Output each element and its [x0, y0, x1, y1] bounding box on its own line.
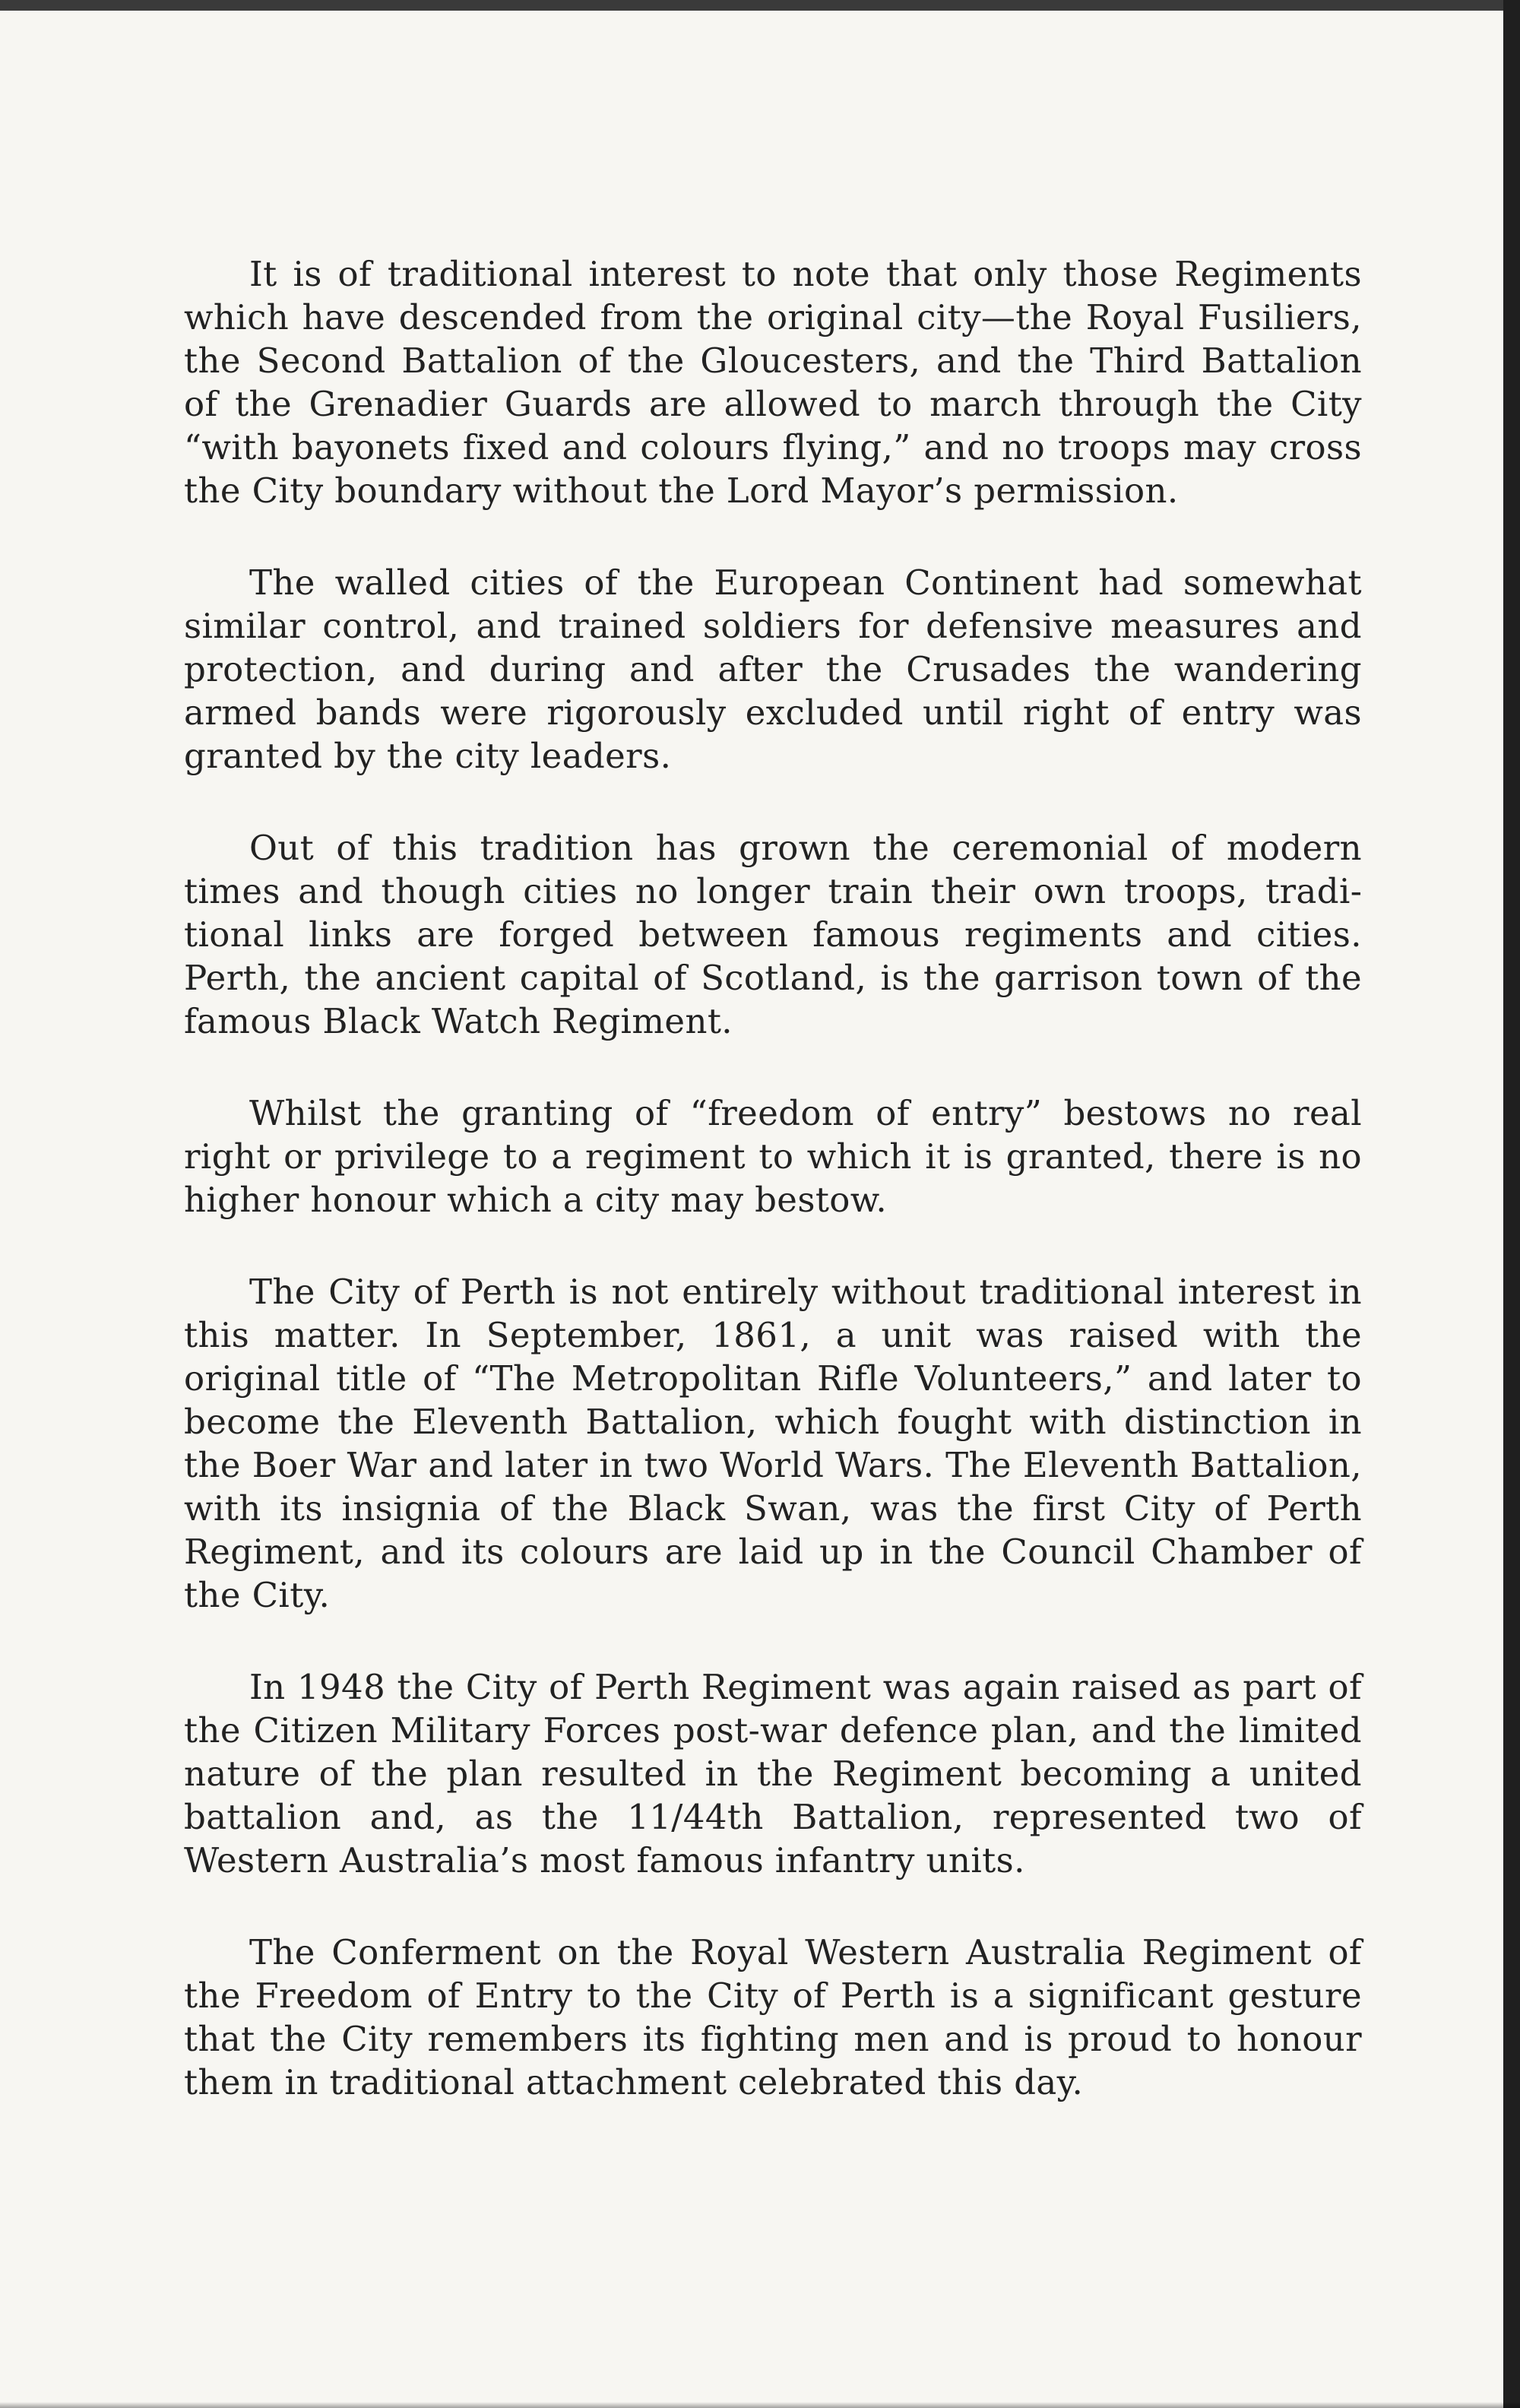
scan-right-edge	[1503, 0, 1520, 2408]
body-text	[184, 252, 1362, 2153]
paragraph-conferment: The Conferment on the Royal Western Australia Regiment of the Freedom of Entry to the City of Perth is a significant gesture that the City remembers its fighting men and is proud to honour them in traditional attachment celebrated this day.	[184, 1932, 1362, 2102]
paragraph-ceremonial: Out of this tradition has grown the ceremonial of modern times and though cities no longer train their own troops, traditional links are forged between famous regiments and cities. Perth, the ancient capital of Scotland, is the garrison town of the famous Black Watch Regiment.	[184, 828, 1362, 1041]
paragraph-regiments-tradition: It is of traditional interest to note that only those Regiments which have descended from the original city—the Royal Fusiliers, the Second Battalion of the Gloucesters, and the Third Battalion of the Grenadier Guards are allowed to march through the City “with bayonets fixed and colours flying,” and no troops may cross the City boundary without the Lord Mayor’s permission.	[184, 254, 1362, 511]
paragraph-city-of-perth: The City of Perth is not entirely without traditional interest in this matter. In September, 1861, a unit was raised with the original title of “The Metropolitan Rifle Volunteers,” and later to become the Eleventh Battalion, which fought with distinction in the Boer War and later in two World Wars. The Eleventh Battalion, with its insignia of the Black Swan, was the first City of Perth Regiment, and its colours are laid up in the Council Chamber of the City.	[184, 1272, 1362, 1615]
paragraph-1948-regiment: In 1948 the City of Perth Regiment was again raised as part of the Citizen Military Forces post-war defence plan, and the limited nature of the plan resulted in the Regiment becoming a united battalion and, as the 11/44th Battalion, represented two of Western Australia’s most famous infantry units.	[184, 1667, 1362, 1880]
scan-bottom-shadow	[0, 2402, 1520, 2408]
paragraph-freedom-of-entry: Whilst the granting of “freedom of entry” bestows no real right or privilege to a regiment to which it is granted, there is no higher honour which a city may bestow.	[184, 1093, 1362, 1220]
paragraph-walled-cities: The walled cities of the European Continent had somewhat similar control, and trained soldiers for defensive measures and protection, and during and after the Crusades the wandering armed bands were rigorously excluded until right of entry was granted by the city leaders.	[184, 562, 1362, 776]
document-page	[0, 11, 1503, 2408]
scan-top-edge	[0, 0, 1520, 11]
